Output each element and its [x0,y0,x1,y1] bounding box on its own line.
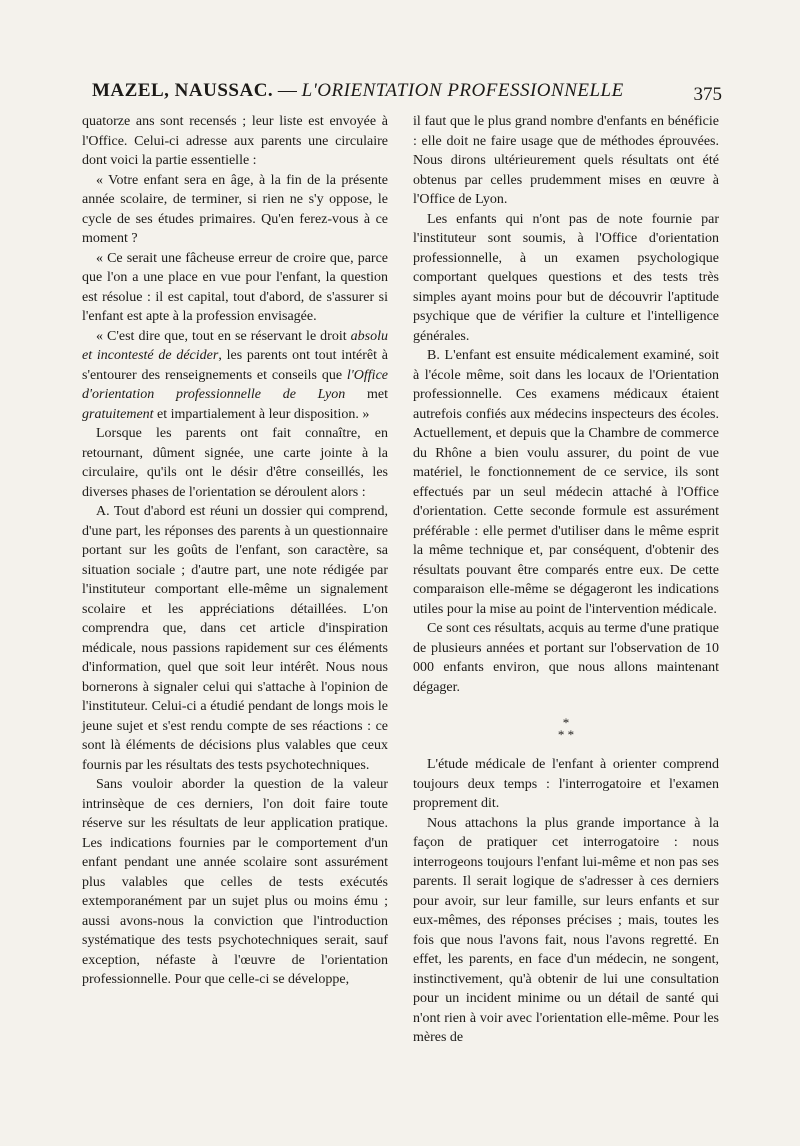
quote-paragraph-rich [82,327,388,425]
paragraph: Sans vouloir aborder la question de la valeur intrinsèque de ces derniers, l'on doit faire toute réserve sur les résultats de leur application pratique. Les indications fournies par le comportement d'un enfant pendant une année scolaire sont assurément plus valables que celles de tests exécutés extemporanément par un sujet plus ou moins ému ; aussi avons-nous la conviction que l'introduction systématique des tests psychotechniques serait, sauf exception, néfaste à l'œuvre de l'orientation professionnelle. Pour que celle-ci se développe, [82,777,388,987]
header-authors: MAZEL, NAUSSAC. [92,80,274,101]
paragraph: il faut que le plus grand nombre d'enfants en bénéficie : elle doit ne faire usage que de méthodes éprouvées. Nous dirons ultérieurement quels résultats ont été obtenus par celles prudemment mises en œuvre à l'Office de Lyon. [413,114,719,207]
paragraph: A. Tout d'abord est réuni un dossier qui comprend, d'une part, les réponses des parents à un questionnaire portant sur les goûts de l'enfant, son caractère, sa situation sociale ; d'autre part, une note rédigée par l'instituteur comportant elle-même un signalement scolaire et les appréciations détaillées. L'on comprendra que, dans cet article d'inspiration médicale, nous passions rapidement sur ces éléments d'information, quel que soit leur intérêt. Nous nous bornerons à signaler celui qui s'attache à l'opinion de l'instituteur. Celui-ci a étudié pendant de longs mois le jeune sujet et s'est rendu compte de ses réactions : ce sont là éléments de décisions plus valables que ceux fournis par les résultats des tests psychotechniques. [82,504,388,773]
quote-paragraph: « Ce serait une fâcheuse erreur de croire que, parce que l'on a une place en vue pour l'enfant, la question est résolue : il est capital, tout d'abord, de s'assurer si l'enfant est apte à la profession envisagée. [82,250,388,324]
paragraph: L'étude médicale de l'enfant à orienter comprend toujours deux temps : l'interrogatoire et l'examen proprement dit. [413,757,719,811]
running-head [92,80,624,102]
paragraph: quatorze ans sont recensés ; leur liste est envoyée à l'Office. Celui-ci adresse aux parents une circulaire dont voici la partie essentielle : [82,114,388,168]
header-title: L'ORIENTATION PROFESSIONNELLE [301,80,624,101]
quote-text: « C'est dire que, tout en se réservant le droit [96,328,351,344]
paragraph: Ce sont ces résultats, acquis au terme d'une pratique de plusieurs années et portant sur l'observation de 10 000 enfants environ, que nous allons maintenant dégager. [413,621,719,695]
quote-text: , les parents ont tout intérêt à s'entourer des renseignements et conseils que [82,348,388,383]
right-column [413,112,719,1048]
paragraph: Lorsque les parents ont fait connaître, en retournant, dûment signée, une carte jointe à la circulaire, qu'ils ont le désir d'être conseillés, les diverses phases de l'orientation se déroulent alors : [82,426,388,500]
header-dash: — [273,80,302,101]
quote-italic: gratuitement [82,406,154,422]
quote-italic: l'Office d'orientation professionnelle de Lyon [82,367,388,402]
asterism-top: * [562,715,570,730]
page-number: 375 [693,84,722,105]
asterism-bottom: * * [557,727,575,742]
left-column [82,112,388,990]
quote-text: met [345,387,388,402]
quote-paragraph: « Votre enfant sera en âge, à la fin de la présente année scolaire, de terminer, si rien ne s'y oppose, le cycle de ses études primaires. Qu'en ferez-vous à ce moment ? [82,172,388,246]
running-header [92,80,722,108]
paragraph: Les enfants qui n'ont pas de note fournie par l'instituteur sont soumis, à l'Office d'orientation professionnelle, à un examen psychologique comportant quelques questions et des tests très simples ayant moins pour but de découvrir l'aptitude psychique que de vérifier la culture et l'intelligence générales. [413,211,719,344]
paragraph: B. L'enfant est ensuite médicalement examiné, soit à l'école même, soit dans les locaux de l'Orientation professionnelle. Ces examens médicaux étaient autrefois confiés aux médecins inspecteurs des écoles. Actuellement, et depuis que la Chambre de commerce du Rhône a bien voulu assurer, du point de vue matériel, le fonctionnement de ce service, ils sont effectués par un seul médecin attaché à l'Office d'orientation. Cette seconde formule est assurément préférable : elle permet d'utiliser dans le même esprit la même technique et, par conséquent, d'obtenir des résultats pouvant être comparés entre eux. De cette comparaison elle-même se dégageront les indications utiles pour la mise au point de l'intervention médicale. [413,348,719,617]
asterism-divider [413,697,719,755]
quote-text: et impartialement à leur disposition. » [153,406,370,422]
quote-italic: absolu et incontesté de décider [82,328,388,363]
paragraph: Nous attachons la plus grande importance à la façon de pratiquer cet interrogatoire : nous interrogeons toujours l'enfant lui-même et non pas ses parents. Il serait logique de s'adresser à ces derniers pour avoir, sur leur famille, sur leurs enfants et sur eux-mêmes, des réponses précises ; mais, toutes les fois que nous l'avons fait, nous l'avons regretté. En effet, les parents, en face d'un médecin, ne songent, instinctivement, qu'à obtenir de lui une consultation pour un incident minime ou un détail de santé qui n'ont rien à voir avec l'orientation elle-même. Pour les mères de [413,815,719,1045]
